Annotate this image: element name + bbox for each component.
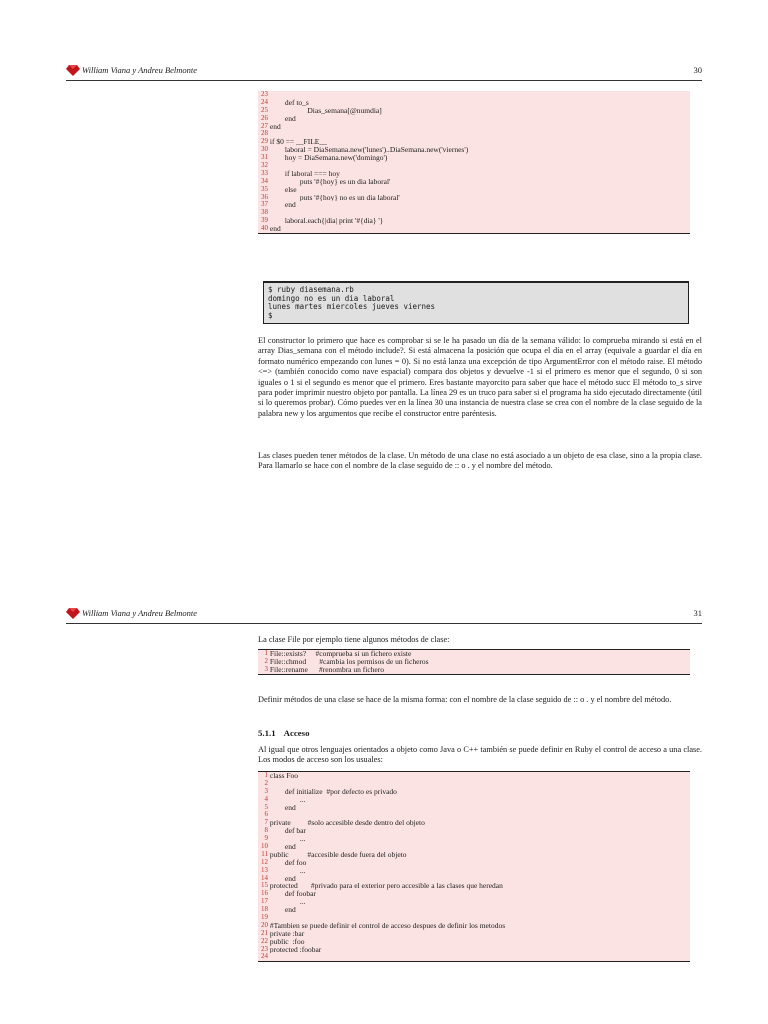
line-number: 40 bbox=[261, 224, 268, 233]
code-line bbox=[258, 217, 690, 225]
code-line bbox=[258, 186, 690, 194]
terminal-line: $ ruby diasemana.rb bbox=[268, 285, 354, 294]
line-number: 26 bbox=[261, 113, 268, 122]
line-number: 2 bbox=[264, 778, 268, 787]
terminal-line: domingo no es un dia laboral bbox=[268, 293, 395, 303]
code-line bbox=[258, 890, 690, 898]
paragraph-file-intro: La clase File por ejemplo tiene algunos métodos de clase: bbox=[258, 635, 450, 644]
line-code: end bbox=[268, 874, 296, 883]
code-line bbox=[258, 875, 690, 883]
line-code bbox=[268, 780, 690, 788]
line-code: if $0 == __FILE__ bbox=[268, 138, 327, 147]
line-code: end bbox=[268, 906, 296, 915]
line-code: ... bbox=[268, 866, 306, 875]
code-line bbox=[258, 906, 690, 914]
line-code: ... bbox=[268, 835, 306, 844]
line-number: 24 bbox=[261, 97, 268, 106]
code-line bbox=[258, 946, 690, 954]
line-code bbox=[268, 209, 690, 217]
line-code: def to_s bbox=[268, 98, 309, 107]
line-code: private #solo accesible desde dentro del objeto bbox=[268, 819, 425, 828]
line-number: 3 bbox=[264, 786, 268, 795]
line-number: 16 bbox=[261, 889, 268, 898]
line-code: protected #privado para el exterior pero accesible a las clases que heredan bbox=[268, 882, 503, 891]
line-number: 5 bbox=[264, 802, 268, 811]
line-number: 27 bbox=[261, 121, 268, 130]
line-number: 30 bbox=[261, 145, 268, 154]
code-line bbox=[258, 666, 690, 674]
section-heading-acceso bbox=[258, 728, 309, 738]
code-line bbox=[258, 851, 690, 859]
line-number: 37 bbox=[261, 200, 268, 209]
code-line bbox=[258, 130, 690, 138]
line-code bbox=[268, 914, 690, 922]
code-line bbox=[258, 123, 690, 131]
line-number: 23 bbox=[261, 90, 268, 98]
line-number: 39 bbox=[261, 216, 268, 225]
line-number: 12 bbox=[261, 857, 268, 866]
page-header bbox=[66, 607, 702, 624]
ruby-logo-icon bbox=[66, 607, 80, 619]
line-code: #Tambien se puede definir el control de acceso despues de definir los metodos bbox=[268, 921, 506, 930]
code-listing-diasemana bbox=[258, 91, 690, 234]
line-number: 13 bbox=[261, 865, 268, 874]
line-code bbox=[268, 162, 690, 170]
line-number: 6 bbox=[264, 810, 268, 819]
line-number: 2 bbox=[264, 656, 268, 665]
line-number: 14 bbox=[261, 873, 268, 882]
line-number: 1 bbox=[264, 649, 268, 657]
code-line bbox=[258, 138, 690, 146]
line-number: 25 bbox=[261, 105, 268, 114]
code-line bbox=[258, 194, 690, 202]
line-number: 34 bbox=[261, 176, 268, 185]
line-code: Dias_semana[@numdia] bbox=[268, 106, 382, 115]
line-number: 33 bbox=[261, 168, 268, 177]
line-code bbox=[268, 130, 690, 138]
code-line bbox=[258, 658, 690, 666]
code-listing-access-modes bbox=[258, 771, 690, 962]
code-line bbox=[258, 99, 690, 107]
line-number: 24 bbox=[261, 952, 268, 961]
code-line bbox=[258, 209, 690, 217]
line-number: 10 bbox=[261, 842, 268, 851]
line-code: else bbox=[268, 185, 297, 194]
line-code: if laboral === hoy bbox=[268, 169, 340, 178]
code-line bbox=[258, 930, 690, 938]
page-header bbox=[66, 64, 702, 81]
paragraph-constructor: El constructor lo primero que hace es comprobar si se le ha pasado un día de la semana válido: lo comprueba mirando si está en el array Dias_semana con el método include?. Si está almacena la posición que ocupa el día en el array (equivale a guardar el día en formato numérico empezando con lunes = 0). Si no está lanza una excepción de tipo ArgumentError con el método raise. El método <=> (también conocido como nave espacial) compara dos objetos y devuelve -1 si el primero es menor que el segundo, 0 si son iguales o 1 si el segundo es menor que el primero. Eres bastante mayorcito para saber que hace el método succ El método to_s sirve para poder imprimir nuestro objeto por pantalla. La línea 29 es un truco para saber si el programa ha sido ejecutado directamente (útil si lo queremos probar). Cómo puedes ver en la línea 30 una instancia de nuestra clase se crea con el nombre de la clase seguido de la palabra new y los argumentos que recibe el constructor entre paréntesis. bbox=[258, 336, 702, 418]
code-line bbox=[258, 146, 690, 154]
section-number: 5.1.1 bbox=[258, 728, 276, 738]
line-number: 17 bbox=[261, 897, 268, 906]
code-line bbox=[258, 788, 690, 796]
line-code: File::rename #renombra un fichero bbox=[268, 665, 385, 674]
line-number: 28 bbox=[261, 129, 268, 138]
line-number: 19 bbox=[261, 913, 268, 922]
code-line bbox=[258, 178, 690, 186]
code-line bbox=[258, 170, 690, 178]
code-line bbox=[258, 819, 690, 827]
page-number: 30 bbox=[693, 65, 702, 75]
code-line bbox=[258, 650, 690, 658]
code-line bbox=[258, 780, 690, 788]
code-line bbox=[258, 162, 690, 170]
line-number: 29 bbox=[261, 137, 268, 146]
section-title: Acceso bbox=[283, 728, 310, 738]
line-number: 7 bbox=[264, 818, 268, 827]
line-number: 35 bbox=[261, 184, 268, 193]
line-code: end bbox=[268, 225, 281, 234]
line-code: protected :foobar bbox=[268, 945, 322, 954]
code-line bbox=[258, 154, 690, 162]
ruby-logo-icon bbox=[66, 64, 80, 76]
line-number: 32 bbox=[261, 161, 268, 170]
line-number: 8 bbox=[264, 826, 268, 835]
line-code bbox=[268, 953, 690, 961]
code-line bbox=[258, 867, 690, 875]
page-number: 31 bbox=[693, 608, 702, 618]
line-code: end bbox=[268, 114, 296, 123]
line-code: File::chmod #cambia los permisos de un ficheros bbox=[268, 657, 429, 666]
code-line bbox=[258, 898, 690, 906]
line-code: private :bar bbox=[268, 929, 305, 938]
line-code: def foobar bbox=[268, 890, 316, 899]
code-line bbox=[258, 796, 690, 804]
code-line bbox=[258, 914, 690, 922]
line-number: 3 bbox=[264, 664, 268, 673]
line-code: puts '#{hoy} no es un dia laboral' bbox=[268, 193, 400, 202]
paragraph-class-methods: Las clases pueden tener métodos de la clase. Un método de una clase no está asociado a un objeto de esa clase, sino a la propia clase. Para llamarlo se hace con el nombre de la clase seguido de :: o . y el nombre del método. bbox=[258, 451, 702, 471]
line-code: ... bbox=[268, 795, 306, 804]
code-line bbox=[258, 922, 690, 930]
line-number: 20 bbox=[261, 920, 268, 929]
line-code: laboral = DiaSemana.new('lunes')..DiaSemana.new('viernes') bbox=[268, 146, 469, 155]
code-line bbox=[258, 804, 690, 812]
line-code: end bbox=[268, 843, 296, 851]
line-number: 36 bbox=[261, 192, 268, 201]
line-number: 18 bbox=[261, 905, 268, 914]
line-code: File::exists? #comprueba si un fichero existe bbox=[268, 650, 412, 658]
code-line bbox=[258, 835, 690, 843]
code-line bbox=[258, 201, 690, 209]
line-code: end bbox=[268, 122, 281, 131]
header-author: William Viana y Andreu Belmonte bbox=[82, 608, 198, 618]
line-code: def initialize #por defecto es privado bbox=[268, 787, 397, 796]
line-code: end bbox=[268, 803, 296, 812]
line-code: laboral.each{|dia| print '#{dia} '} bbox=[268, 217, 384, 226]
terminal-output bbox=[263, 281, 689, 324]
line-code: def bar bbox=[268, 827, 306, 836]
line-code bbox=[268, 811, 690, 819]
code-line bbox=[258, 953, 690, 961]
line-number: 1 bbox=[264, 771, 268, 779]
code-line bbox=[258, 938, 690, 946]
line-number: 38 bbox=[261, 208, 268, 217]
code-line bbox=[258, 225, 690, 233]
line-number: 23 bbox=[261, 944, 268, 953]
code-line bbox=[258, 107, 690, 115]
line-code bbox=[268, 91, 690, 99]
line-number: 4 bbox=[264, 794, 268, 803]
header-author: William Viana y Andreu Belmonte bbox=[82, 65, 198, 75]
code-line bbox=[258, 91, 690, 99]
code-listing-file-methods bbox=[258, 649, 690, 675]
line-number: 15 bbox=[261, 881, 268, 890]
line-code: end bbox=[268, 201, 296, 210]
line-code: puts '#{hoy} es un dia laboral' bbox=[268, 177, 391, 186]
code-line bbox=[258, 772, 690, 780]
code-line bbox=[258, 827, 690, 835]
terminal-line: lunes martes miercoles jueves viernes bbox=[268, 302, 436, 311]
code-line bbox=[258, 115, 690, 123]
line-code: hoy = DiaSemana.new('domingo') bbox=[268, 154, 388, 163]
paragraph-access-control: Al igual que otros lenguajes orientados a objeto como Java o C++ también se puede definir en Ruby el control de acceso a una clase. Los modos de acceso son los usuales: bbox=[258, 745, 702, 765]
code-line bbox=[258, 843, 690, 851]
line-code: class Foo bbox=[268, 772, 298, 780]
code-line bbox=[258, 859, 690, 867]
line-number: 22 bbox=[261, 936, 268, 945]
paragraph-define-class-methods: Definir métodos de una clase se hace de la misma forma: con el nombre de la clase seguido de :: o . y el nombre del método. bbox=[258, 695, 672, 704]
line-code: public #accesible desde fuera del objeto bbox=[268, 850, 407, 859]
line-code: ... bbox=[268, 898, 306, 907]
code-line bbox=[258, 882, 690, 890]
line-code: def foo bbox=[268, 858, 307, 867]
code-line bbox=[258, 811, 690, 819]
line-number: 21 bbox=[261, 928, 268, 937]
line-number: 31 bbox=[261, 153, 268, 162]
terminal-line: $ bbox=[268, 310, 273, 320]
line-number: 9 bbox=[264, 834, 268, 843]
line-number: 11 bbox=[261, 849, 268, 858]
line-code: public :foo bbox=[268, 937, 305, 946]
